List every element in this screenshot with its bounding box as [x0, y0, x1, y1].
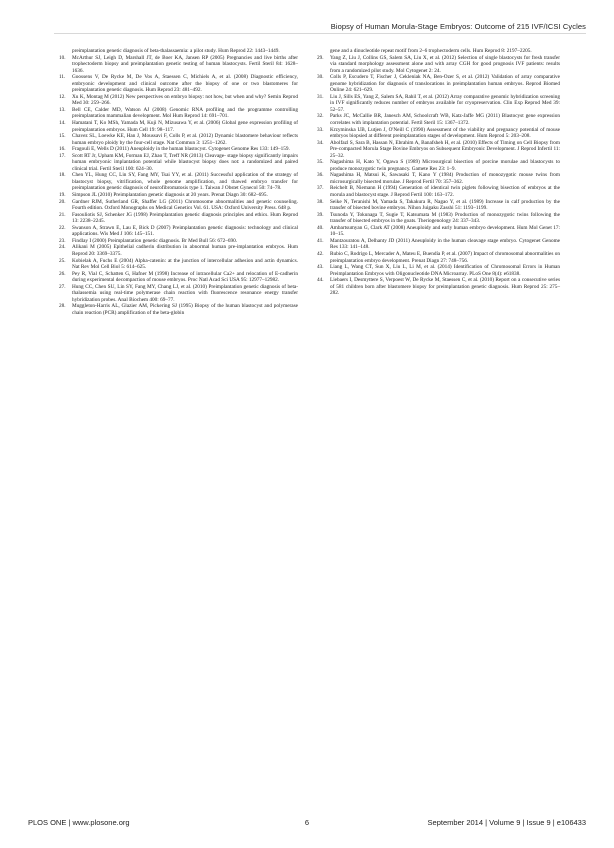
reference-number: 26. — [59, 270, 66, 277]
footer-journal: PLOS ONE | www.plosone.org — [28, 818, 130, 827]
reference-text: Mantzouratou A, Delhanty JD (2011) Aneuploidy in the human cleavage stage embryo. Cytogenet Genome Res 133: 141–148. — [330, 237, 560, 251]
reference-entry — [316, 127, 560, 140]
reference-entry — [316, 277, 560, 297]
reference-text: Scott RT Jr, Upham KM, Forman EJ, Zhao T, Treff NR (2013) Cleavage- stage biopsy significantly impairs human embryonic implantation potential while blastocyst biopsy does not: a randomized and paired clinical trial. Fertil Steril 100: 624–30. — [72, 152, 298, 172]
reference-entry — [316, 74, 560, 94]
reference-number: 17. — [59, 152, 66, 159]
reference-text: Nagashima H, Matsui K, Sawasaki T, Kano Y (1984) Production of monozygotic mouse twins from microsurgically bisected morulae. J Reprod Fertil 70: 357–362. — [330, 172, 560, 185]
reference-entry — [316, 264, 560, 277]
references-column-right — [316, 48, 560, 297]
reference-text: McArthur SJ, Leigh D, Marshall JT, de Boer KA, Jansen RP (2005) Pregnancies and live births after trophectoderm biopsy and preimplantation genetic testing of human blastocysts. Fertil Steril 84: 1628–1636. — [72, 54, 298, 74]
reference-text: Nagashima H, Kato Y, Ogawa S (1989) Microsurgical bisection of porcine morulae and blastocysts to produce monozygotic twin pregnancy. Gamete Res 23: 1–9. — [330, 159, 560, 172]
reference-text: preimplantation genetic diagnosis of beta-thalassaemia: a pilot study. Hum Reprod 22: 1443–1449. — [72, 48, 280, 54]
reference-number: 29. — [317, 54, 324, 61]
reference-text: Goossens V, De Rycke M, De Vos A, Staessen C, Michiels A, et al. (2008) Diagnostic efficiency, embryonic development and clinical outcome after the biopsy of one or two blastomeres for preimplantation genetic diagnosis. Hum Reprod 23: 481–492. — [72, 74, 298, 94]
reference-number: 27. — [59, 283, 66, 290]
reference-number: 20. — [59, 198, 66, 205]
reference-number: 34. — [317, 139, 324, 146]
header-divider — [54, 33, 586, 34]
reference-entry — [58, 303, 298, 316]
reference-number: 31. — [317, 93, 324, 100]
reference-text: Alikani M (2005) Epithelial cadherin distribution in abnormal human pre-implantation embryos. Hum Reprod 20: 3369–3375. — [72, 244, 298, 257]
reference-text: Abolfazl S, Sara B, Hassan N, Ebrahim A, Banafsheh H, et al. (2010) Effects of Timing on Cell Biopsy from Pre-compacted Morula Stage Bovine Embryos on Subsequent Embryonic Development. J Reprod Infertil 11: 25–32. — [330, 139, 560, 159]
reference-entry — [58, 284, 298, 304]
reference-number: 41. — [317, 237, 324, 244]
reference-number: 13. — [59, 106, 66, 113]
reference-text: Fragouli E, Wells D (2011) Aneuploidy in the human blastocyst. Cytogenet Genome Res 133: 149–159. — [72, 146, 290, 153]
reference-text: Swanson A, Strawn E, Lau E, Bick D (2007) Preimplantation genetic diagnosis: technology and clinical applications. Wis Med J 106: 145–151. — [72, 224, 298, 238]
reference-number: 25. — [59, 257, 66, 264]
reference-number: 14. — [59, 120, 66, 127]
reference-text: Rubio C, Rodrigo L, Mercader A, Mateu E, Buendía P, et al. (2007) Impact of chromosomal abnormalities on preimplantation embryo development. Prenat Diagn 27: 748–756. — [330, 250, 560, 264]
reference-entry — [316, 238, 560, 251]
references-column-left — [58, 48, 298, 316]
reference-entry — [316, 185, 560, 198]
reference-entry — [58, 55, 298, 75]
reference-text: Kobielak A, Fuchs E (2004) Alpha-catenin: at the junction of intercellular adhesion and actin dynamics. Nat Rev Mol Cell Biol 5: 614–625. — [72, 257, 298, 271]
reference-entry — [316, 159, 560, 172]
reference-entry — [58, 94, 298, 107]
reference-number: 24. — [59, 244, 66, 251]
reference-entry — [58, 199, 298, 212]
reference-entry — [316, 140, 560, 160]
reference-number: 30. — [317, 74, 324, 81]
reference-text: Liu J, Sills ES, Yang Z, Salem SA, Rahil T, et al. (2012) Array comparative genomic hybridization screening in IVF significantly reduces number of embryos available for cryopreservation. Clin Exp Reprod Med 39: 52–57. — [330, 93, 560, 113]
reference-entry — [316, 225, 560, 238]
reference-number: 11. — [59, 74, 66, 81]
reference-entry — [58, 107, 298, 120]
reference-entry — [58, 225, 298, 238]
reference-text: Ambartsumyan G, Clark AT (2008) Aneuploidy and early human embryo development. Hum Mol Genet 17: 10–15. — [330, 224, 560, 238]
reference-number: 36. — [317, 172, 324, 179]
reference-number: 28. — [59, 303, 66, 310]
reference-number: 15. — [59, 133, 66, 140]
reference-text: Liang L, Wang CT, Sun X, Liu L, Li M, et al. (2014) Identification of Chromosomal Errors in Human Preimplantation Embryos with Oligonucleotide DNA Microarray. PLoS One 8(4): e61838. — [330, 264, 560, 277]
reference-entry — [58, 133, 298, 146]
reference-number: 16. — [59, 146, 66, 153]
running-header: Biopsy of Human Morula-Stage Embryos: Outcome of 215 IVF/ICSI Cycles — [330, 22, 586, 31]
reference-entry — [316, 113, 560, 126]
reference-text: Hung CC, Chen SU, Lin SY, Fang MY, Chang LJ, et al. (2010) Preimplantation genetic diagnosis of beta-thalassemia using real-time polymerase chain reaction with fluorescence resonance energy transfer hybridization probes. Anal Biochem 400: 69–77. — [72, 283, 298, 303]
reference-text: Bell CE, Calder MD, Watson AJ (2008) Genomic RNA profiling and the programme controlling preimplantation mammalian development. Mol Hum Reprod 14: 691–701. — [72, 106, 298, 120]
footer-issue: September 2014 | Volume 9 | Issue 9 | e106433 — [427, 818, 586, 827]
reference-text: Seike N, Teranishi M, Yamada S, Takakura R, Nagao Y, et al. (1989) Increase in calf production by the transfer of bisected bovine embryos. Nihon Juigaku Zasshi 51: 1193–1199. — [330, 198, 560, 212]
reference-text: Gardner RJM, Sutherland GR, Shaffer LG (2011) Chromosome abnormalities and genetic counseling. Fourth edition. Oxford Monographs on Medical Genetics Vol. 61. USA: Oxford University Press. 648 p. — [72, 198, 298, 212]
reference-number: 40. — [317, 224, 324, 231]
reference-entry — [316, 199, 560, 212]
reference-number: 19. — [59, 192, 66, 199]
reference-entry — [316, 55, 560, 75]
reference-number: 43. — [317, 264, 324, 271]
reference-entry — [58, 271, 298, 284]
reference-number: 38. — [317, 198, 324, 205]
reference-text: Chen YL, Hung CC, Lin SY, Fang MY, Tsai YY, et al. (2011) Successful application of the strategy of blastocyst biopsy, vitrification, whole genome amplification, and thawed embryo transfer for preimplantation genetic diagnosis of neurofibromatosis type 1. Taiwan J Obstet Gynecol 50: 74–78. — [72, 172, 298, 192]
reference-text: Liebaers I, Desmyttere S, Verpoest W, De Rycke M, Staessen C, et al. (2010) Report on a consecutive series of 581 children born after blastomere biopsy for preimplantation genetic diagnosis. Hum Reprod 25: 275–282. — [330, 277, 560, 297]
reference-text: Parks JC, McCallie BR, Janesch AM, Schoolcraft WB, Katz-Jaffe MG (2011) Blastocyst gene expression correlates with implantation potential. Fertil Steril 15: 1367–1372. — [330, 113, 560, 127]
reference-entry — [58, 74, 298, 94]
reference-entry — [58, 172, 298, 192]
reference-text: Muggleton-Harris AL, Glazier AM, Pickering SJ (1995) Biopsy of the human blastocyst and polymerase chain reaction (PCR) amplification of the beta-globin — [72, 303, 298, 316]
reference-entry — [316, 212, 560, 225]
reference-number: 32. — [317, 113, 324, 120]
reference-text: Fasouliotis SJ, Schenker JG (1998) Preimplantation genetic diagnosis principles and ethics. Hum Reprod 13: 2238–2245. — [72, 211, 298, 225]
reference-text: Yang Z, Liu J, Collins GS, Salem SA, Liu X, et al. (2012) Selection of single blastocysts for fresh transfer via standard morphology assessment alone and with array CGH for good prognosis IVF patients: results from a randomized pilot study. Mol Cytogenet 2: 24. — [330, 54, 560, 74]
reference-number: 21. — [59, 211, 66, 218]
page-footer — [28, 818, 586, 828]
reference-entry — [58, 258, 298, 271]
reference-text: Reichelt B, Niemann H (1994) Generation of identical twin piglets following bisection of embryos at the morula and blastocyst stage. J Reprod Fertil 100: 163–172. — [330, 185, 560, 199]
reference-number: 22. — [59, 224, 66, 231]
reference-entry — [58, 153, 298, 173]
reference-number: 35. — [317, 159, 324, 166]
reference-entry — [58, 212, 298, 225]
reference-entry — [316, 251, 560, 264]
reference-text: Tsunoda Y, Tokunaga T, Sugie T, Katsumata M (1983) Production of monozygotic twins following the transfer of bisected embryos in the goats. Theriogenology 24: 337–343. — [330, 211, 560, 225]
footer-page-number: 6 — [304, 818, 310, 827]
reference-number: 37. — [317, 185, 324, 192]
reference-entry — [316, 94, 560, 114]
reference-text: Findlay I (2000) Preimplantation genetic diagnosis. Br Med Bull 56: 672–690. — [72, 237, 238, 244]
reference-number: 18. — [59, 172, 66, 179]
reference-text: Colls P, Escudero T, Fischer J, Cekleniak NA, Ben-Ozer S, et al. (2012) Validation of array comparative genome hybridization for diagnosis of translocations in preimplantation human embryos. Reprod Biomed Online 24: 621–629. — [330, 74, 560, 94]
reference-text: Hamatani T, Ko MSh, Yamada M, Kuji N, Mizusawa Y, et al. (2006) Global gene expression profiling of preimplantation embryos. Hum Cell 19: 98–117. — [72, 120, 298, 133]
reference-entry — [58, 120, 298, 133]
reference-number: 23. — [59, 237, 66, 244]
reference-text: Pey R, Vial C, Schatten G, Hafner M (1998) Increase of intracellular Ca2+ and relocation of E-cadherin during experimental decompaction of mouse embryos. Proc Natl Acad Sci USA 95: 12977–12982. — [72, 270, 298, 284]
reference-number: 33. — [317, 126, 324, 133]
reference-number: 44. — [317, 277, 324, 284]
reference-text: gene and a dinucleotide repeat motif from 2–6 trophectoderm cells. Hum Reprod 8: 2197–2205. — [330, 48, 532, 54]
reference-entry — [58, 244, 298, 257]
reference-entry — [316, 172, 560, 185]
reference-text: Krzyminska UB, Lutjen J, O'Neill C (1990) Assessment of the viability and pregnancy potential of mouse embryos biopsied at different preimplantation stages of development. Hum Reprod 5: 203–208. — [330, 126, 560, 140]
reference-number: 12. — [59, 93, 66, 100]
reference-text: Chavez SL, Loewke KE, Han J, Moussavi F, Colls P, et al. (2012) Dynamic blastomere behaviour reflects human embryo ploidy by the four-cell stage. Nat Commun 3: 1251–1262. — [72, 133, 298, 146]
reference-number: 42. — [317, 250, 324, 257]
reference-number: 39. — [317, 211, 324, 218]
reference-number: 10. — [59, 54, 66, 61]
reference-text: Xu K, Montag M (2012) New perspectives on embryo biopsy: not how, but when and why? Semin Reprod Med 30: 259–266. — [72, 93, 298, 107]
reference-text: Simpson JL (2010) Preimplantation genetic diagnosis at 20 years. Prenat Diagn 30: 682–695. — [72, 192, 268, 199]
